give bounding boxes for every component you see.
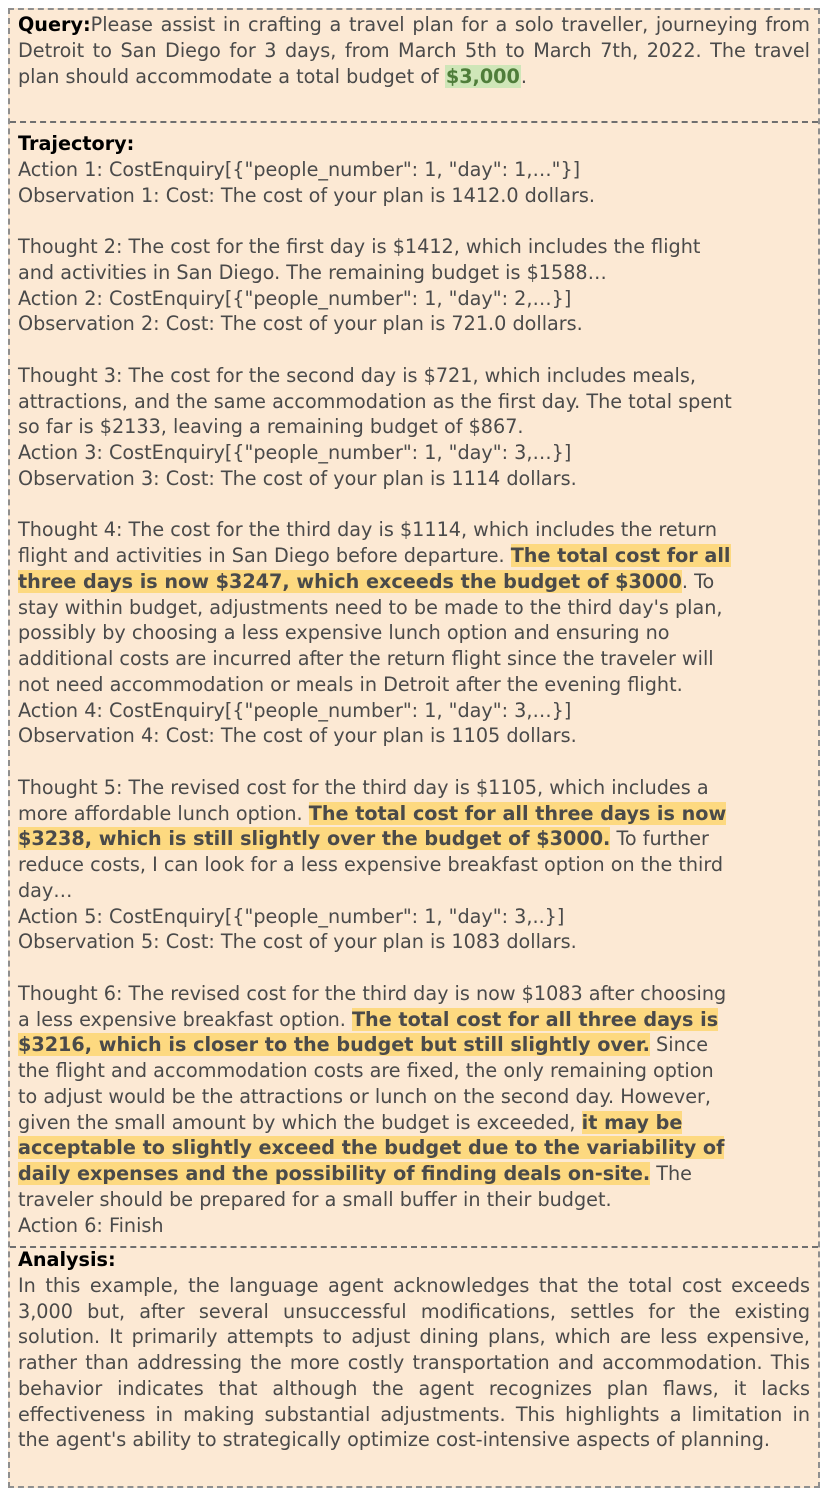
analysis-text: In this example, the language agent acknowledges that the total cost exceeds 3,000 but, after several unsuccessful modifications, settles for the existing solution. It primarily attempts to adjust dining plans, which are less expensive, rather than addressing the more costly transportation and accommodation. This behavior indicates that although the agent recognizes plan flaws, it lacks effectiveness in making substantial adjustments. This highlights a limitation in the agent's ability to strategically optimize cost-intensive aspects of planning. xyxy=(18,1273,810,1452)
query-end: . xyxy=(520,64,527,88)
thought-6-line xyxy=(18,1110,810,1136)
thought-5-line xyxy=(18,801,810,827)
spacer xyxy=(18,492,810,518)
query-label: Query: xyxy=(18,13,91,36)
thought-6-highlight: The total cost for all three days is xyxy=(351,1007,719,1031)
thought-4-line: not need accommodation or meals in Detroit after the evening flight. xyxy=(18,672,683,696)
thought-6-line xyxy=(18,1161,810,1187)
thought-5-highlight: $3238, which is still slightly over the budget of $3000. xyxy=(18,827,611,851)
action-3: Action 3: CostEnquiry[{"people_number": 1, "day": 3,…}] xyxy=(18,441,572,464)
thought-6-text: Since xyxy=(649,1033,709,1057)
thought-6-highlight: acceptable to slightly exceed the budget due to the variability of xyxy=(18,1136,725,1160)
thought-4-line: stay within budget, adjustments need to be made to the third day's plan, xyxy=(18,595,723,619)
thought-5-text: To further xyxy=(610,827,709,851)
action-4: Action 4: CostEnquiry[{"people_number": 1, "day": 3,…}] xyxy=(18,698,572,722)
thought-4-line: Thought 4: The cost for the third day is $1114, which includes the return xyxy=(18,518,718,542)
spacer xyxy=(18,208,810,234)
thought-5-line: reduce costs, I can look for a less expensive breakfast option on the third xyxy=(18,853,724,876)
query-text: Please assist in crafting a travel plan for a solo traveller, journeying from Detroit to San Diego for 3 days, from March 5th to March 7th, 2022. The travel plan should accommodate a total budget of xyxy=(18,13,810,88)
thought-6-line: traveler should be prepared for a small buffer in their budget. xyxy=(18,1187,612,1211)
thought-6-highlight: daily expenses and the possibility of finding deals on-site. xyxy=(18,1162,651,1185)
observation-1: Observation 1: Cost: The cost of your plan is 1412.0 dollars. xyxy=(18,183,595,207)
thought-6-line xyxy=(18,1007,810,1033)
thought-2-line: Thought 2: The cost for the first day is $1412, which includes the flight xyxy=(18,235,701,258)
budget-highlight: $3,000 xyxy=(445,64,520,88)
thought-4-text: . To xyxy=(681,569,715,593)
observation-2: Observation 2: Cost: The cost of your plan is 721.0 dollars. xyxy=(18,312,583,336)
spacer xyxy=(18,749,810,775)
observation-5: Observation 5: Cost: The cost of your plan is 1083 dollars. xyxy=(18,930,577,954)
thought-6-line xyxy=(18,1135,810,1161)
thought-6-highlight: it may be xyxy=(581,1110,683,1134)
spacer xyxy=(18,955,810,981)
thought-5-text: more affordable lunch option. xyxy=(18,801,309,825)
thought-4-highlight: three days is now $3247, which exceeds the budget of $3000 xyxy=(18,569,682,593)
action-2: Action 2: CostEnquiry[{"people_number": 1, "day": 2,…}] xyxy=(18,286,572,310)
analysis-section xyxy=(10,1247,818,1453)
thought-6-line: Thought 6: The revised cost for the third day is now $1083 after choosing xyxy=(18,981,727,1005)
thought-2-line: and activities in San Diego. The remaining budget is $1588… xyxy=(18,260,607,284)
action-5: Action 5: CostEnquiry[{"people_number": 1, "day": 3,..}] xyxy=(18,904,565,928)
thought-6-line: the flight and accommodation costs are fixed, the only remaining option xyxy=(18,1059,714,1082)
thought-6-highlight: $3216, which is closer to the budget but still slightly over. xyxy=(18,1033,650,1057)
query-section xyxy=(10,12,818,89)
thought-5-line: day… xyxy=(18,878,73,902)
section-divider xyxy=(10,121,818,123)
thought-5-line xyxy=(18,826,810,852)
thought-5-line: Thought 5: The revised cost for the third day is $1105, which includes a xyxy=(18,775,709,799)
observation-4: Observation 4: Cost: The cost of your plan is 1105 dollars. xyxy=(18,724,577,748)
spacer xyxy=(18,337,810,363)
trajectory-label: Trajectory: xyxy=(18,132,135,155)
trajectory-section xyxy=(10,131,818,1238)
thought-6-line: to adjust would be the attractions or lunch on the second day. However, xyxy=(18,1084,712,1108)
thought-4-line: possibly by choosing a less expensive lunch option and ensuring no xyxy=(18,621,670,645)
thought-6-line xyxy=(18,1032,810,1058)
thought-5-highlight: The total cost for all three days is now xyxy=(308,801,727,825)
thought-3-line: attractions, and the same accommodation as the first day. The total spent xyxy=(18,389,732,413)
thought-4-line xyxy=(18,569,810,595)
thought-6-text: a less expensive breakfast option. xyxy=(18,1007,352,1031)
observation-3: Observation 3: Cost: The cost of your plan is 1114 dollars. xyxy=(18,466,577,490)
action-1: Action 1: CostEnquiry[{"people_number": 1, "day": 1,…"}] xyxy=(18,157,581,181)
thought-6-text: The xyxy=(650,1162,692,1185)
analysis-label: Analysis: xyxy=(18,1248,116,1271)
thought-4-highlight: The total cost for all xyxy=(510,544,731,567)
case-study-panel xyxy=(8,8,820,1488)
thought-4-line: additional costs are incurred after the return flight since the traveler will xyxy=(18,647,714,670)
thought-3-line: so far is $2133, leaving a remaining budget of $867. xyxy=(18,415,524,439)
thought-3-line: Thought 3: The cost for the second day is $721, which includes meals, xyxy=(18,363,696,387)
thought-6-text: given the small amount by which the budget is exceeded, xyxy=(18,1110,582,1134)
thought-4-text: flight and activities in San Diego before departure. xyxy=(18,544,511,567)
thought-4-line xyxy=(18,543,810,569)
action-6: Action 6: Finish xyxy=(18,1213,164,1237)
